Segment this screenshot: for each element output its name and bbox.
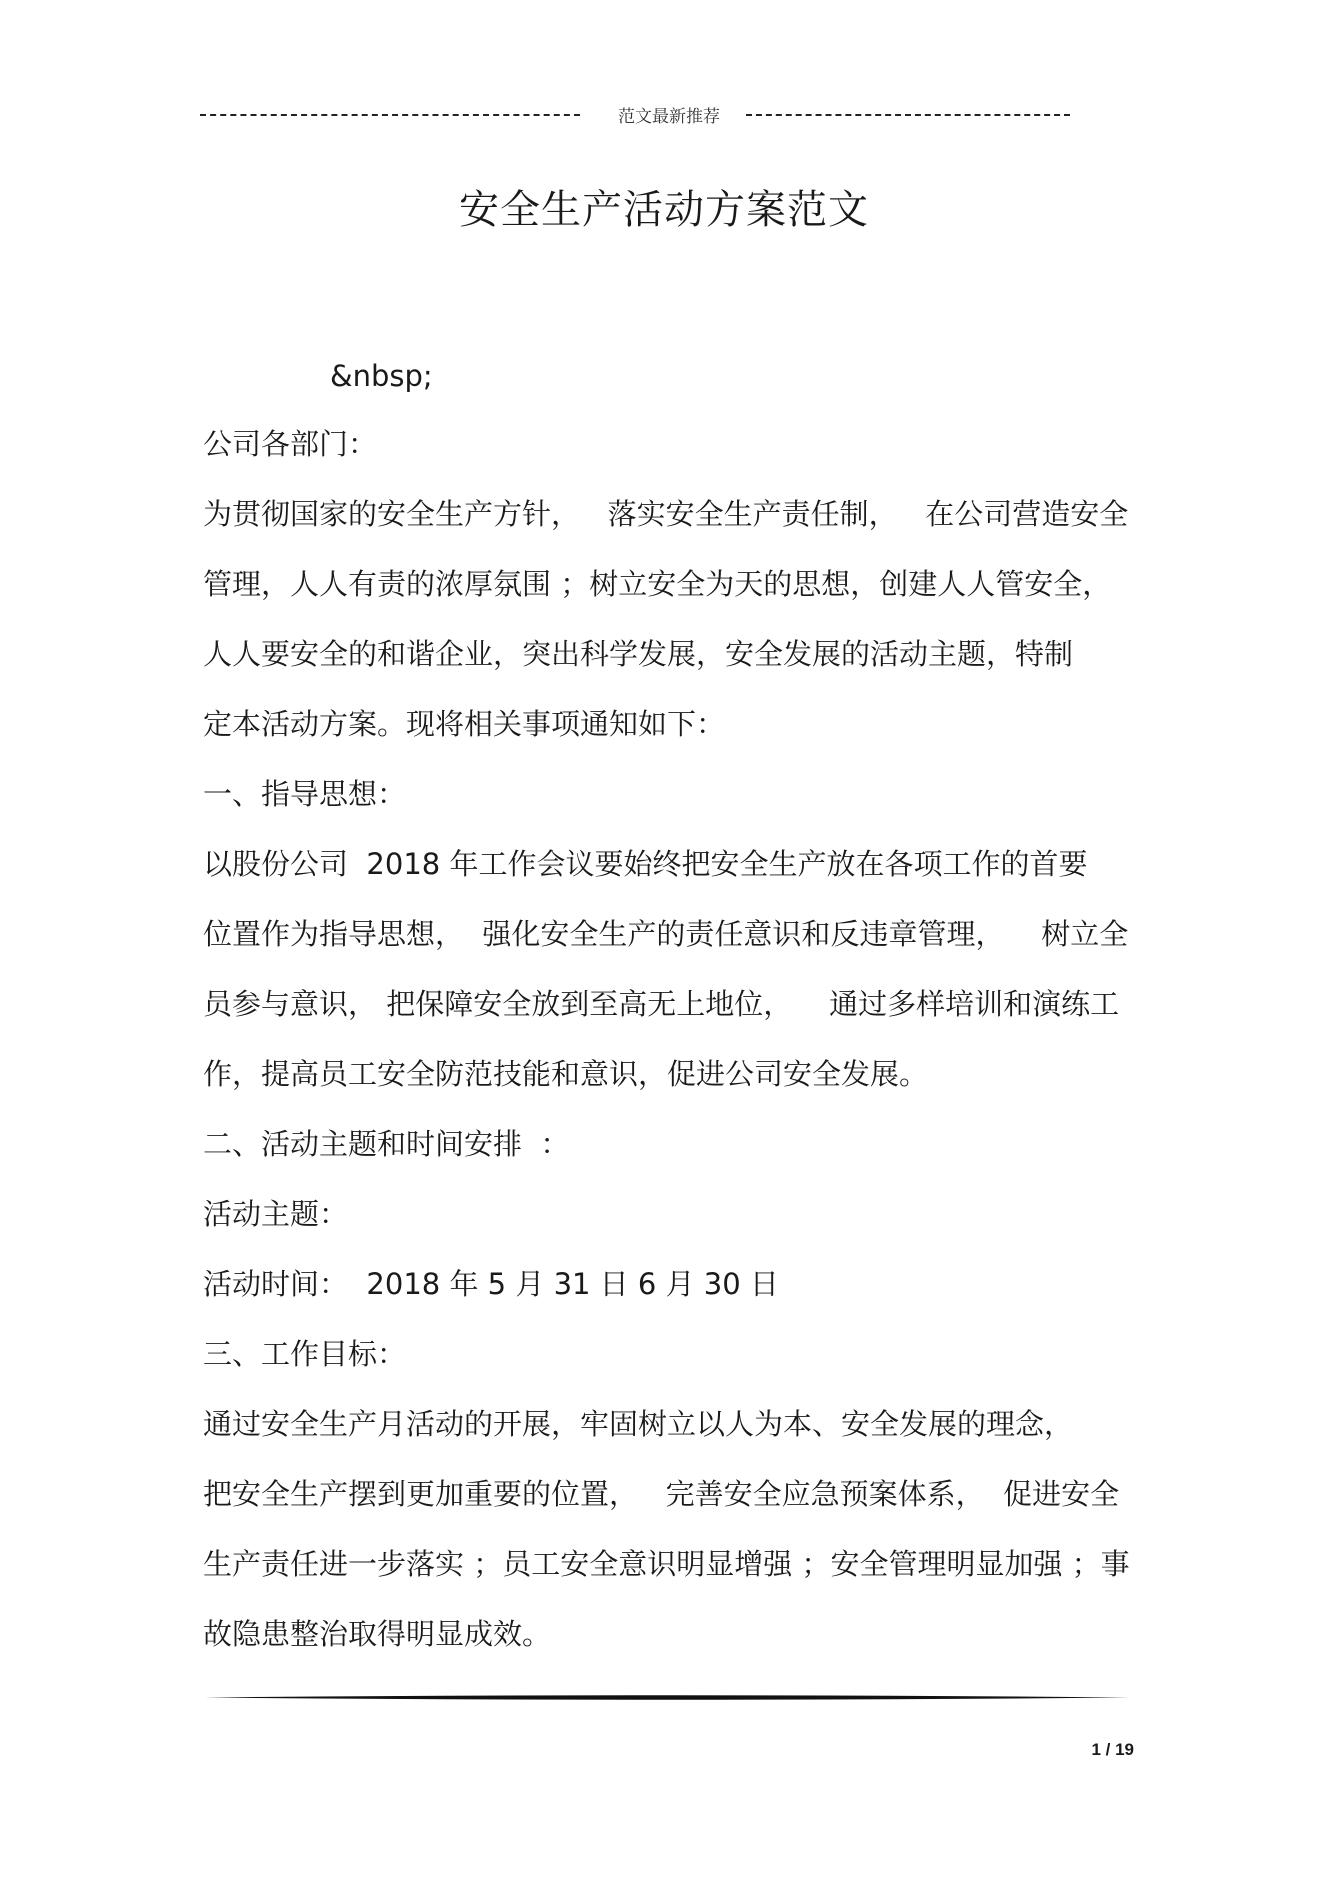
footer-rule <box>205 1694 1130 1701</box>
body-line: 以股份公司 2018 年工作会议要始终把安全生产放在各项工作的首要 <box>203 847 1088 881</box>
body-line: 公司各部门： <box>203 427 378 461</box>
header-dashed-rule-left <box>200 114 580 116</box>
page-number: 1 / 19 <box>1091 1740 1134 1759</box>
body-line: 人人要安全的和谐企业，突出科学发展，安全发展的活动主题，特制 <box>203 637 1074 671</box>
section-heading: 一、指导思想： <box>203 777 407 811</box>
section-heading: 三、工作目标： <box>203 1337 407 1371</box>
body-line: 生产责任进一步落实 ；员工安全意识明显增强 ；安全管理明显加强 ；事 <box>203 1547 1130 1581</box>
body-line: 位置作为指导思想， 强化安全生产的责任意识和反违章管理， 树立全 <box>203 917 1129 951</box>
body-line: 管理，人人有责的浓厚氛围 ；树立安全为天的思想，创建人人管安全， <box>203 567 1112 601</box>
body-line: &nbsp; <box>330 359 433 393</box>
body-line: 为贯彻国家的安全生产方针， 落实安全生产责任制， 在公司营造安全 <box>203 497 1129 531</box>
body-line: 作，提高员工安全防范技能和意识，促进公司安全发展。 <box>203 1057 929 1091</box>
header-label: 范文最新推荐 <box>618 107 720 127</box>
header-dashed-rule-right <box>746 114 1070 116</box>
body-line: 把安全生产摆到更加重要的位置， 完善安全应急预案体系， 促进安全 <box>203 1477 1120 1511</box>
body-line: 活动主题： <box>203 1197 349 1231</box>
body-line: 员参与意识， 把保障安全放到至高无上地位， 通过多样培训和演练工 <box>203 987 1120 1021</box>
section-heading: 二、活动主题和时间安排 ： <box>203 1127 570 1161</box>
body-line: 故隐患整治取得明显成效。 <box>203 1617 552 1651</box>
body-line: 通过安全生产月活动的开展，牢固树立以人为本、安全发展的理念， <box>203 1407 1074 1441</box>
body-line: 活动时间： 2018 年 5 月 31 日 6 月 30 日 <box>203 1267 779 1301</box>
document-title: 安全生产活动方案范文 <box>459 187 869 233</box>
body-line: 定本活动方案。现将相关事项通知如下： <box>203 707 726 741</box>
page-header <box>200 102 1070 126</box>
